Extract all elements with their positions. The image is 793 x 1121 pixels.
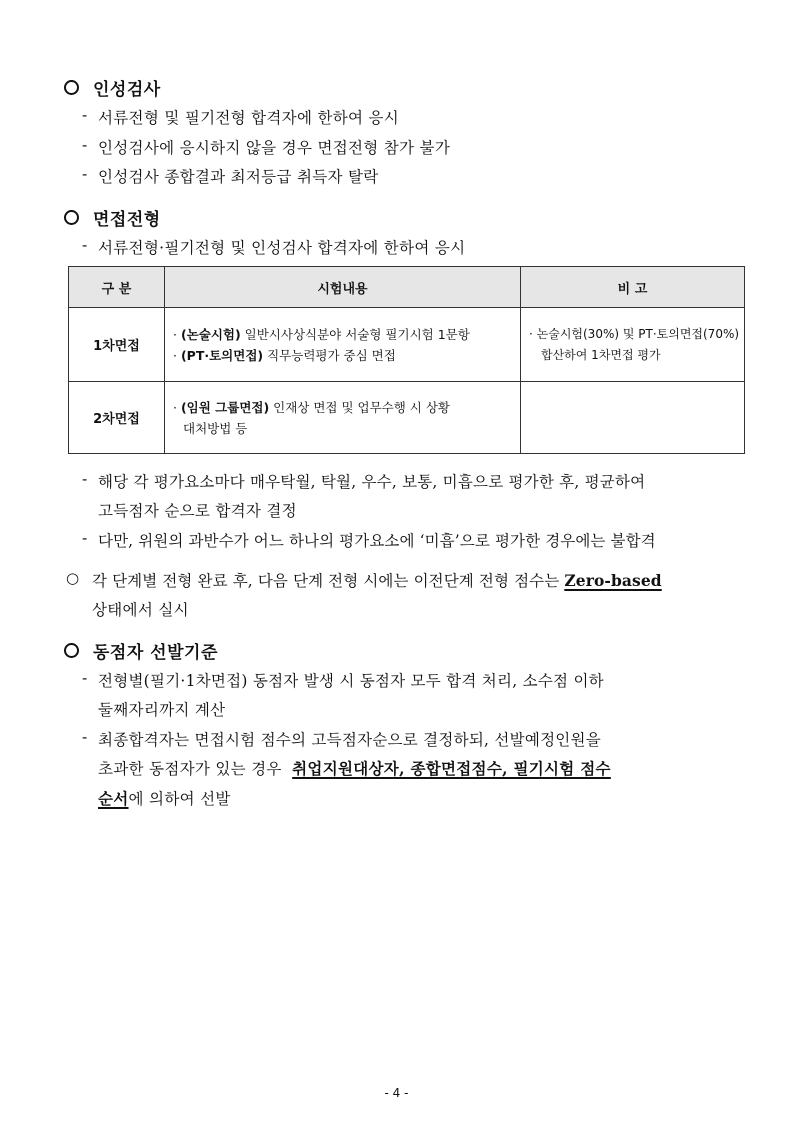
table-header: 시험내용 [165, 267, 521, 308]
stage-note: 각 단계별 전형 완료 후, 다음 단계 전형 시에는 이전단계 전형 점수는 Zero-based [92, 571, 662, 590]
priority-emphasis: 취업지원대상자, 종합면접점수, 필기시험 점수 [292, 759, 611, 778]
list-item: 서류전형 및 필기전형 합격자에 한하여 응시 [98, 109, 400, 127]
list-item-cont: 둘째자리까지 계산 [98, 701, 226, 719]
interview-intro: 서류전형·필기전형 및 인성검사 합격자에 한하여 응시 [98, 239, 466, 257]
section-title-tie: 동점자 선발기준 [64, 638, 218, 663]
row-label: 1차면접 [69, 308, 165, 382]
circle-bullet-icon [64, 643, 79, 658]
order-emphasis: 순서 [98, 789, 129, 808]
row-content: · (논술시험) 일반시사상식분야 서술형 필기시험 1문항 · (PT·토의면접) 직무능력평가 중심 면접 [165, 308, 521, 382]
row-note [521, 382, 745, 454]
circle-bullet-icon [64, 210, 79, 225]
interview-table [68, 266, 745, 454]
list-item: 인성검사 종합결과 최저등급 취득자 탈락 [98, 168, 379, 186]
row-content: · (임원 그룹면접) 인재상 면접 및 업무수행 시 상황 대처방법 등 [165, 382, 521, 454]
page-number: - 4 - [384, 1086, 409, 1100]
row-note: · 논술시험(30%) 및 PT·토의면접(70%) 합산하여 1차면접 평가 [521, 308, 745, 382]
dash: - [82, 236, 88, 254]
dash: - [82, 529, 88, 547]
list-item-cont: 고득점자 순으로 합격자 결정 [98, 502, 297, 520]
zero-based-emphasis: Zero-based [564, 571, 662, 590]
table-header: 구 분 [69, 267, 165, 308]
dash: - [82, 106, 88, 124]
table-row [69, 382, 745, 454]
table-header: 비 고 [521, 267, 745, 308]
list-item: 인성검사에 응시하지 않을 경우 면접전형 참가 불가 [98, 139, 451, 157]
dash: - [82, 669, 88, 687]
circle-bullet-icon [64, 80, 79, 95]
list-item: 다만, 위원의 과반수가 어느 하나의 평가요소에 ‘미흡’으로 평가한 경우에는 불합격 [98, 532, 656, 550]
row-label: 2차면접 [69, 382, 165, 454]
hollow-circle-icon: ○ [66, 569, 80, 587]
list-item-cont: 순서에 의하여 선발 [98, 789, 231, 808]
section-title-interview: 면접전형 [64, 205, 161, 230]
list-item: 전형별(필기·1차면접) 동점자 발생 시 동점자 모두 합격 처리, 소수점 이하 [98, 672, 604, 690]
section-title-personality: 인성검사 [64, 75, 161, 100]
stage-note-cont: 상태에서 실시 [92, 601, 189, 619]
dash: - [82, 165, 88, 183]
list-item: 해당 각 평가요소마다 매우탁월, 탁월, 우수, 보통, 미흡으로 평가한 후, 평균하여 [98, 473, 646, 491]
dash: - [82, 728, 88, 746]
dash: - [82, 136, 88, 154]
dash: - [82, 470, 88, 488]
list-item-cont: 초과한 동점자가 있는 경우 취업지원대상자, 종합면접점수, 필기시험 점수 [98, 759, 611, 778]
list-item: 최종합격자는 면접시험 점수의 고득점자순으로 결정하되, 선발예정인원을 [98, 731, 601, 749]
table-row [69, 308, 745, 382]
